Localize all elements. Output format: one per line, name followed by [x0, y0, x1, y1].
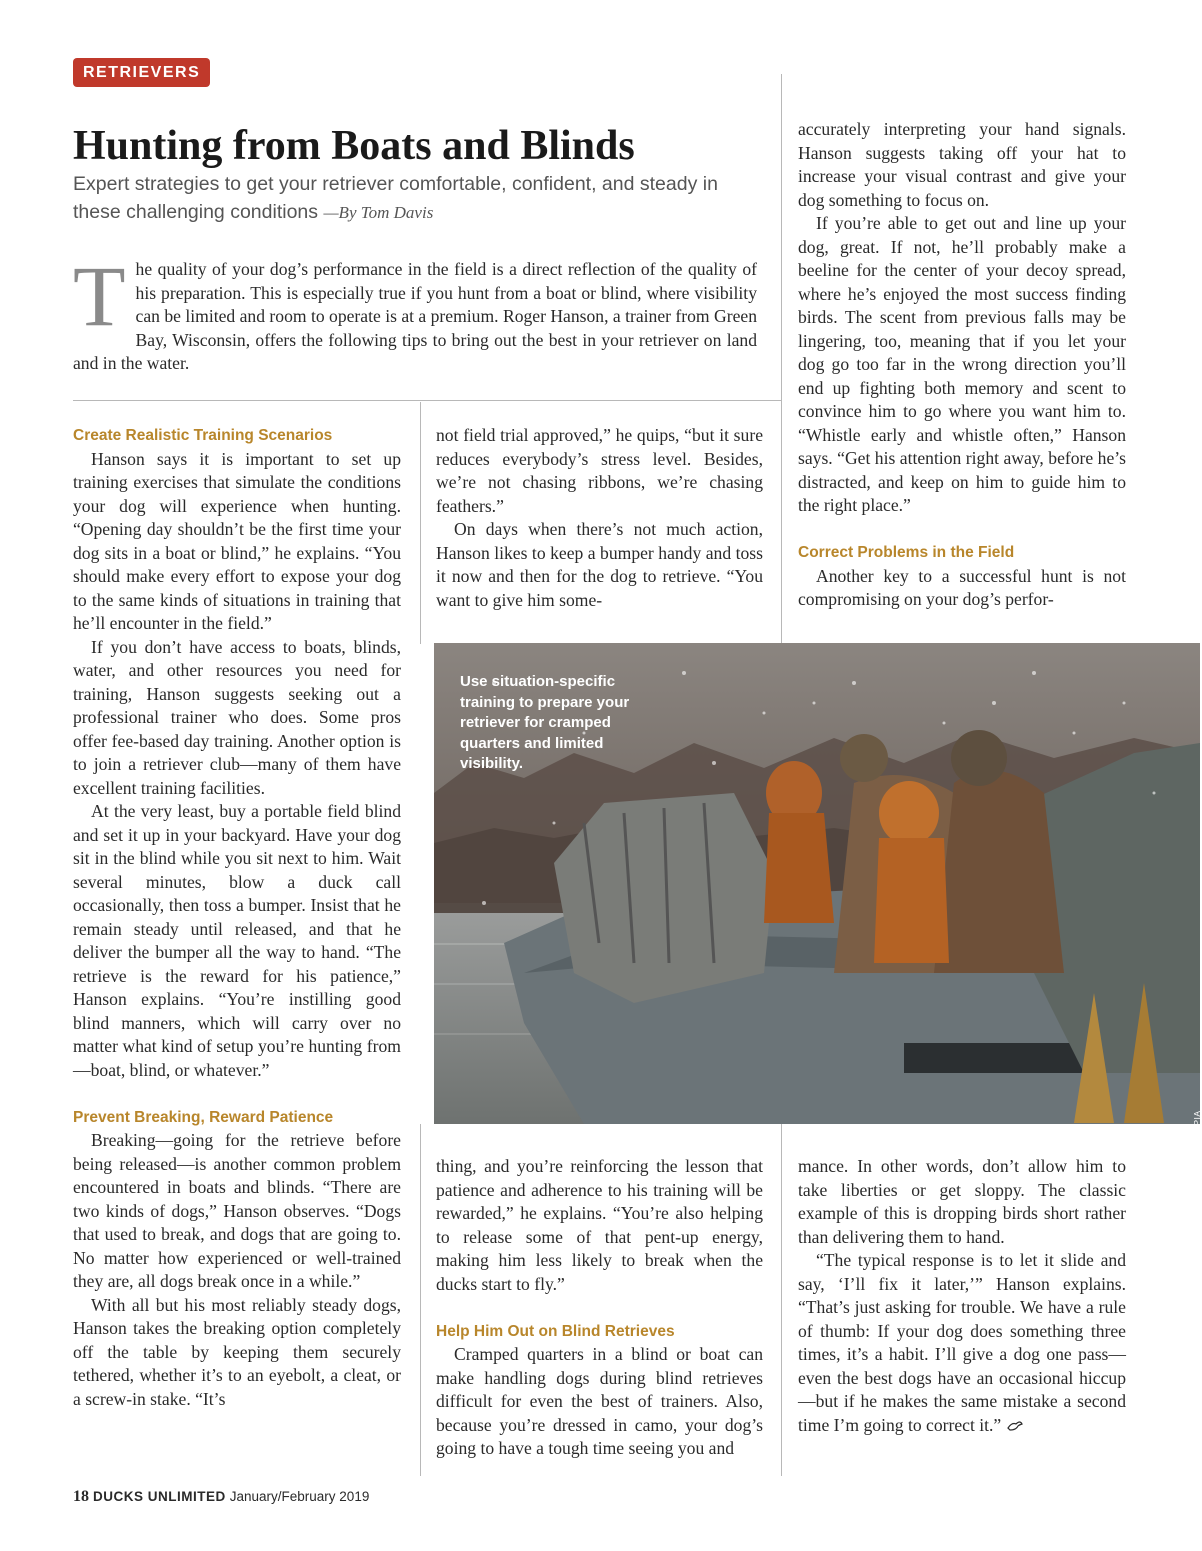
photo-dogs-in-boat — [434, 643, 1202, 1172]
col3-paragraph-1: accurately interpreting your hand signals. Hanson suggests taking off your hat to increase your visual contrast and give your dog something to focus on. — [798, 119, 1126, 210]
column-3-bottom — [798, 1155, 1126, 1437]
column-divider-top-left — [420, 402, 421, 644]
col1-paragraph-5: With all but his most reliably steady dogs, Hanson takes the breaking option completely off the table by keeping them securely tethered, whether it’s to an eyebolt, a cleat, or a screw-in stake. “It’s — [73, 1294, 401, 1409]
magazine-name: DUCKS UNLIMITED — [93, 1489, 226, 1504]
photo-credit: TONY ZAPPIA — [1192, 1110, 1202, 1172]
page-footer — [73, 1488, 369, 1506]
col3-paragraph-5 — [798, 1249, 1126, 1437]
column-2-top — [436, 424, 763, 612]
issue-date: January/February 2019 — [229, 1489, 370, 1504]
section-tag: RETRIEVERS — [73, 58, 210, 87]
photo-caption: Use situation-specific training to prepare your retriever for cramped quarters and limited visibility. — [460, 673, 630, 772]
article-title: Hunting from Boats and Blinds — [73, 123, 635, 169]
article-dek — [73, 170, 763, 227]
heading-correct-problems: Correct Problems in the Field — [798, 544, 1015, 561]
col3-paragraph-2: If you’re able to get out and line up your dog, great. If not, he’ll probably make a beeline for the center of your decoy spread, where he’s enjoyed the most success finding birds. The scent from previous falls may be lingering, too, meaning that if you let your dog go too far in the wrong direction you’ll end up fighting both memory and scent to convince him to go where you want him to. “Whistle early and whistle often,” Hanson says. “Get his attention right away, before he’s distracted, and keep on him to guide him to the right place.” — [798, 213, 1126, 515]
column-2-bottom — [436, 1155, 763, 1461]
intro-text: he quality of your dog’s performance in the field is a direct reflection of the quality of his preparation. This is especially true if you hunt from a boat or blind, where visibility can be limited and room to operate is at a premium. Roger Hanson, a trainer from Green Bay, Wisconsin, offers the following tips to bring out the best in your retriever on land and in the water. — [73, 259, 757, 373]
duck-endmark-icon — [1006, 1420, 1024, 1432]
heading-prevent-breaking: Prevent Breaking, Reward Patience — [73, 1108, 334, 1126]
column-1 — [73, 424, 401, 1411]
col1-paragraph-2: If you don’t have access to boats, blinds, water, and other resources you need for training, Hanson suggests seeking out a professional trainer who does. Some pros offer fee-based day training. Another option is to join a retriever club—many of them have excellent training facilities. — [73, 636, 401, 798]
dek-text: Expert strategies to get your retriever comfortable, confident, and steady in these challenging conditions — [73, 173, 718, 223]
column-divider-top-right — [781, 74, 782, 644]
col2-paragraph-4: Cramped quarters in a blind or boat can make handling dogs during blind retrieves difficult for even the best of trainers. Also, because you’re dressed in camo, your dog’s going to have a tough time seeing you and — [436, 1344, 763, 1458]
col1-paragraph-3: At the very least, buy a portable field blind and set it up in your backyard. Have your dog sit in the blind while you sit next to him. Wait several minutes, blow a duck call occasionally, then toss a bumper. Insist that he remain steady until released, and that he deliver the bumper all the way to hand. “The retrieve is the reward for his patience,” Hanson explains. “You’re instilling good blind manners, which will carry over no matter what kind of setup you’re hunting from—boat, blind, or whatever.” — [73, 801, 401, 1080]
column-divider-bottom-right — [781, 1124, 782, 1476]
col3-paragraph-4: mance. In other words, don’t allow him to take liberties or get sloppy. The classic example of this is dropping birds short rather than delivering them to hand. — [798, 1156, 1126, 1247]
horizontal-rule — [73, 400, 781, 401]
col1-paragraph-4: Breaking—going for the retrieve before being released—is another common problem encountered in boats and blinds. “There are two kinds of dogs,” Hanson observes. “Dogs that used to break, and dogs that are going to. No matter how experienced or well-trained they are, all dogs break once in a while.” — [73, 1130, 401, 1291]
page-number: 18 — [73, 1488, 89, 1505]
byline: —By Tom Davis — [323, 203, 434, 222]
column-3-top — [798, 118, 1126, 612]
col3-paragraph-5-text: “The typical response is to let it slide and say, ‘I’ll fix it later,’” Hanson explains. “That’s just asking for trouble. We have a rule of thumb: If your dog does something three times, it’s a habit. I’ll give a dog one pass—even the best dogs have an occasional hiccup—but if he makes the same mistake a second time I’m going to correct it.” — [798, 1250, 1126, 1435]
heading-create-realistic-training: Create Realistic Training Scenarios — [73, 427, 333, 444]
col3-paragraph-3: Another key to a successful hunt is not compromising on your dog’s perfor- — [798, 565, 1126, 609]
column-divider-bottom-left — [420, 1124, 421, 1476]
col1-paragraph-1: Hanson says it is important to set up training exercises that simulate the conditions your dog will experience when hunting. “Opening day shouldn’t be the first time your dog sits in a boat or blind,” he explains. “You should make every effort to expose your dog to the same kinds of situations in training that he’ll encounter in the field.” — [73, 448, 401, 633]
col2-paragraph-1: not field trial approved,” he quips, “but it sure reduces everybody’s stress level. Besides, we’re not chasing ribbons, we’re chasing feathers.” — [436, 425, 763, 516]
intro-paragraph — [73, 248, 757, 376]
col2-paragraph-2: On days when there’s not much action, Hanson likes to keep a bumper handy and toss it now and then for the dog to retrieve. “You want to give him some- — [436, 519, 763, 610]
drop-cap: T — [73, 248, 126, 344]
col2-paragraph-3: thing, and you’re reinforcing the lesson that patience and adherence to his training will be rewarded,” he explains. “You’re also helping to release some of that pent-up energy, making him less likely to break when the ducks start to fly.” — [436, 1156, 763, 1294]
heading-help-blind-retrieves: Help Him Out on Blind Retrieves — [436, 1322, 675, 1340]
